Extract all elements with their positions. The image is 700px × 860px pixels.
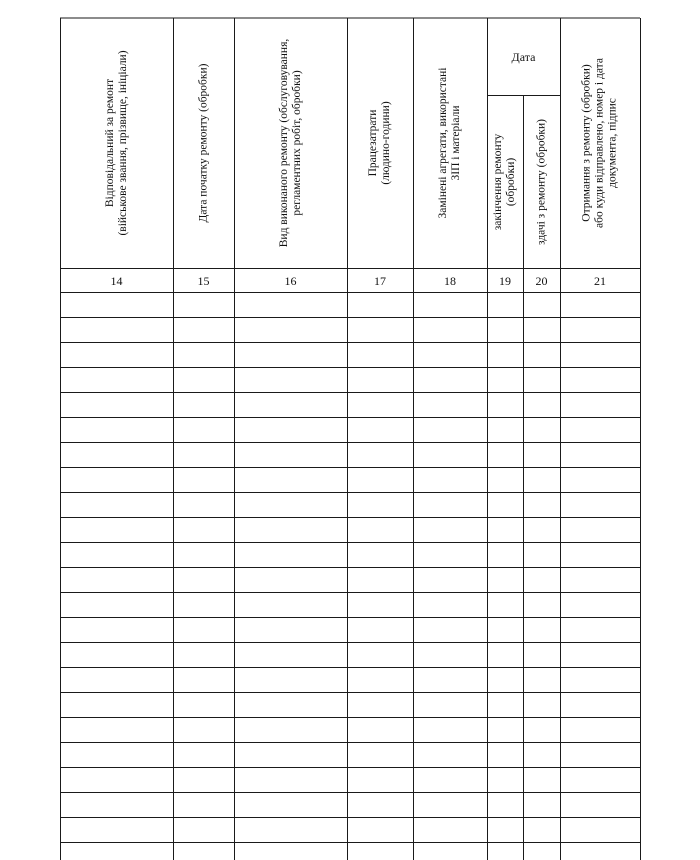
header-label-line: здачі з ремонту (обробки) (535, 118, 547, 245)
table-cell[interactable] (415, 444, 486, 466)
table-cell[interactable] (236, 694, 346, 716)
header-label-line: документа, підпис (606, 98, 619, 188)
table-cell[interactable] (349, 844, 412, 859)
table-cell[interactable] (62, 669, 172, 691)
table-cell[interactable] (489, 669, 522, 691)
table-cell[interactable] (525, 444, 559, 466)
header-replaced-parts (437, 68, 463, 219)
column-number: 18 (444, 274, 456, 288)
table-cell[interactable] (62, 519, 172, 541)
table-cell[interactable] (525, 544, 559, 566)
table-cell[interactable] (175, 369, 233, 391)
table-cell[interactable] (489, 644, 522, 666)
table-cell[interactable] (489, 294, 522, 316)
table-cell[interactable] (236, 819, 346, 841)
header-label-line: (людино-години) (380, 101, 392, 185)
table-cell[interactable] (415, 519, 486, 541)
table-cell[interactable] (175, 844, 233, 859)
header-label-line: Вид виконаного ремонту (обслуговування, (277, 38, 290, 248)
table-cell[interactable] (62, 319, 172, 341)
table-cell[interactable] (349, 394, 412, 416)
table-cell[interactable] (562, 569, 639, 591)
header-receipt-info (581, 58, 620, 228)
table-cell[interactable] (525, 844, 559, 859)
table-cell[interactable] (525, 694, 559, 716)
table-cell[interactable] (349, 819, 412, 841)
table-cell[interactable] (489, 369, 522, 391)
table-cell[interactable] (62, 444, 172, 466)
table-cell[interactable] (562, 644, 639, 666)
table-cell[interactable] (415, 744, 486, 766)
table-cell[interactable] (349, 594, 412, 616)
table-cell[interactable] (236, 344, 346, 366)
table-cell[interactable] (175, 794, 233, 816)
table-cell[interactable] (415, 344, 486, 366)
table-cell[interactable] (489, 319, 522, 341)
table-cell[interactable] (62, 469, 172, 491)
header-work-type (278, 39, 304, 248)
table-cell[interactable] (562, 494, 639, 516)
table-cell[interactable] (562, 769, 639, 791)
table-cell[interactable] (415, 794, 486, 816)
table-cell[interactable] (562, 419, 639, 441)
table-cell[interactable] (562, 394, 639, 416)
table-cell[interactable] (62, 769, 172, 791)
table-cell[interactable] (175, 744, 233, 766)
header-label-line: Відповідальний за ремонт (103, 78, 116, 208)
header-label-line: Працезатрати (367, 109, 379, 177)
table-cell[interactable] (489, 419, 522, 441)
table-cell[interactable] (236, 794, 346, 816)
table-cell[interactable] (525, 569, 559, 591)
table-cell[interactable] (415, 719, 486, 741)
table-cell[interactable] (415, 844, 486, 859)
table-cell[interactable] (175, 319, 233, 341)
table-cell[interactable] (236, 644, 346, 666)
table-cell[interactable] (562, 369, 639, 391)
table-cell[interactable] (415, 419, 486, 441)
table-cell[interactable] (562, 794, 639, 816)
table-cell[interactable] (489, 444, 522, 466)
header-responsible (104, 50, 130, 235)
table-cell[interactable] (175, 644, 233, 666)
table-cell[interactable] (349, 669, 412, 691)
table-cell[interactable] (349, 769, 412, 791)
table-cell[interactable] (525, 319, 559, 341)
table-cell[interactable] (175, 694, 233, 716)
table-cell[interactable] (349, 319, 412, 341)
column-number: 21 (594, 274, 606, 288)
table-cell[interactable] (415, 394, 486, 416)
table-cell[interactable] (62, 794, 172, 816)
table-cell[interactable] (489, 719, 522, 741)
column-number: 17 (374, 274, 386, 288)
table-cell[interactable] (62, 394, 172, 416)
table-cell[interactable] (349, 469, 412, 491)
table-cell[interactable] (562, 519, 639, 541)
table-cell[interactable] (236, 294, 346, 316)
table-cell[interactable] (349, 794, 412, 816)
table-cell[interactable] (175, 419, 233, 441)
header-repair-start-date (197, 64, 210, 223)
table-cell[interactable] (175, 344, 233, 366)
table-cell[interactable] (175, 619, 233, 641)
table-cell[interactable] (415, 494, 486, 516)
table-cell[interactable] (62, 619, 172, 641)
table-cell[interactable] (525, 369, 559, 391)
table-cell[interactable] (62, 344, 172, 366)
table-cell[interactable] (525, 394, 559, 416)
header-label-line: ЗІП і матеріали (450, 105, 462, 181)
table-cell[interactable] (62, 369, 172, 391)
table-cell[interactable] (415, 694, 486, 716)
table-cell[interactable] (489, 694, 522, 716)
header-labor-hours (367, 101, 393, 184)
table-cell[interactable] (349, 569, 412, 591)
table-cell[interactable] (62, 719, 172, 741)
table-cell[interactable] (62, 494, 172, 516)
table-cell[interactable] (236, 444, 346, 466)
table-cell[interactable] (349, 344, 412, 366)
table-cell[interactable] (489, 469, 522, 491)
table-cell[interactable] (349, 694, 412, 716)
header-handover-date (535, 119, 548, 245)
table-cell[interactable] (62, 819, 172, 841)
table-cell[interactable] (175, 394, 233, 416)
table-cell[interactable] (175, 719, 233, 741)
table-cell[interactable] (525, 519, 559, 541)
table-cell[interactable] (489, 844, 522, 859)
table-cell[interactable] (62, 844, 172, 859)
header-label-line: Отримання з ремонту (обробки) (580, 64, 593, 222)
header-label-line: закінчення ремонту (492, 133, 504, 230)
table-cell[interactable] (349, 444, 412, 466)
table-cell[interactable] (562, 819, 639, 841)
table-cell[interactable] (236, 544, 346, 566)
table-cell[interactable] (415, 594, 486, 616)
table-cell[interactable] (62, 594, 172, 616)
table-cell[interactable] (236, 419, 346, 441)
table-cell[interactable] (349, 744, 412, 766)
table-cell[interactable] (415, 769, 486, 791)
table-cell[interactable] (415, 669, 486, 691)
table-cell[interactable] (525, 669, 559, 691)
table-cell[interactable] (562, 594, 639, 616)
table-cell[interactable] (562, 469, 639, 491)
table-cell[interactable] (525, 419, 559, 441)
table-cell[interactable] (62, 294, 172, 316)
table-cell[interactable] (415, 369, 486, 391)
table-cell[interactable] (349, 519, 412, 541)
table-cell[interactable] (415, 819, 486, 841)
table-cell[interactable] (236, 319, 346, 341)
header-label-line: Замінені агрегати, використані (437, 67, 449, 219)
table-cell[interactable] (236, 519, 346, 541)
column-number: 15 (197, 274, 210, 288)
table-cell[interactable] (175, 594, 233, 616)
table-cell[interactable] (236, 769, 346, 791)
table-cell[interactable] (489, 619, 522, 641)
table-cell[interactable] (525, 819, 559, 841)
header-repair-end-date (492, 133, 518, 230)
table-cell[interactable] (525, 494, 559, 516)
table-cell[interactable] (525, 619, 559, 641)
table-cell[interactable] (489, 569, 522, 591)
table-cell[interactable] (175, 494, 233, 516)
table-cell[interactable] (415, 294, 486, 316)
table-cell[interactable] (562, 669, 639, 691)
table-cell[interactable] (349, 644, 412, 666)
table-cell[interactable] (349, 369, 412, 391)
column-number: 20 (535, 274, 548, 288)
table-cell[interactable] (525, 719, 559, 741)
table-cell[interactable] (175, 569, 233, 591)
table-cell[interactable] (489, 794, 522, 816)
table-cell[interactable] (562, 544, 639, 566)
table-cell[interactable] (349, 719, 412, 741)
header-date-group: Дата (511, 49, 536, 64)
table-cell[interactable] (236, 744, 346, 766)
table-cell[interactable] (562, 344, 639, 366)
table-cell[interactable] (62, 544, 172, 566)
table-cell[interactable] (525, 769, 559, 791)
table-cell[interactable] (236, 369, 346, 391)
table-cell[interactable] (562, 844, 639, 859)
table-cell[interactable] (562, 294, 639, 316)
table-cell[interactable] (489, 769, 522, 791)
table-cell[interactable] (525, 794, 559, 816)
table-cell[interactable] (349, 419, 412, 441)
table-cell[interactable] (349, 294, 412, 316)
table-cell[interactable] (525, 594, 559, 616)
table-cell[interactable] (62, 569, 172, 591)
table-cell[interactable] (175, 819, 233, 841)
table-cell[interactable] (349, 619, 412, 641)
header-label-line: (обробки) (505, 157, 517, 206)
table-cell[interactable] (236, 469, 346, 491)
table-cell[interactable] (525, 744, 559, 766)
table-cell[interactable] (415, 544, 486, 566)
table-cell[interactable] (175, 469, 233, 491)
table-cell[interactable] (349, 544, 412, 566)
table-cell[interactable] (525, 294, 559, 316)
table-cell[interactable] (62, 744, 172, 766)
table-cell[interactable] (236, 619, 346, 641)
table-cell[interactable] (415, 469, 486, 491)
column-number: 19 (499, 274, 511, 288)
table-cell[interactable] (175, 769, 233, 791)
table-cell[interactable] (562, 719, 639, 741)
table-cell[interactable] (415, 619, 486, 641)
header-label-line: (військове звання, прізвище, ініціали) (116, 50, 129, 236)
table-cell[interactable] (349, 494, 412, 516)
table-cell[interactable] (562, 619, 639, 641)
table-cell[interactable] (489, 394, 522, 416)
table-cell[interactable] (415, 319, 486, 341)
table-cell[interactable] (562, 444, 639, 466)
table-cell[interactable] (415, 644, 486, 666)
table-cell[interactable] (489, 344, 522, 366)
table-cell[interactable] (489, 519, 522, 541)
table-cell[interactable] (175, 669, 233, 691)
table-cell[interactable] (236, 594, 346, 616)
table-cell[interactable] (62, 419, 172, 441)
table-cell[interactable] (175, 444, 233, 466)
table-cell[interactable] (525, 469, 559, 491)
table-cell[interactable] (562, 319, 639, 341)
table-cell[interactable] (175, 294, 233, 316)
table-cell[interactable] (562, 694, 639, 716)
header-label-line: Дата початку ремонту (обробки) (197, 63, 209, 223)
column-number: 16 (284, 274, 297, 288)
table-cell[interactable] (415, 569, 486, 591)
table-cell[interactable] (562, 744, 639, 766)
table-cell[interactable] (489, 744, 522, 766)
header-label-line: або куди відправлено, номер і дата (593, 58, 606, 228)
table-cell[interactable] (489, 494, 522, 516)
header-label-line: регламентних робіт, обробки) (290, 70, 303, 216)
table-cell[interactable] (175, 519, 233, 541)
table-cell[interactable] (236, 394, 346, 416)
table-cell[interactable] (236, 494, 346, 516)
table-cell[interactable] (489, 594, 522, 616)
table-cell[interactable] (525, 644, 559, 666)
table-cell[interactable] (236, 844, 346, 859)
table-cell[interactable] (525, 344, 559, 366)
table-cell[interactable] (62, 644, 172, 666)
table-cell[interactable] (62, 694, 172, 716)
table-cell[interactable] (489, 544, 522, 566)
table-cell[interactable] (236, 719, 346, 741)
column-number: 14 (110, 274, 123, 288)
table-cell[interactable] (489, 819, 522, 841)
table-cell[interactable] (236, 669, 346, 691)
table-cell[interactable] (236, 569, 346, 591)
table-cell[interactable] (175, 544, 233, 566)
